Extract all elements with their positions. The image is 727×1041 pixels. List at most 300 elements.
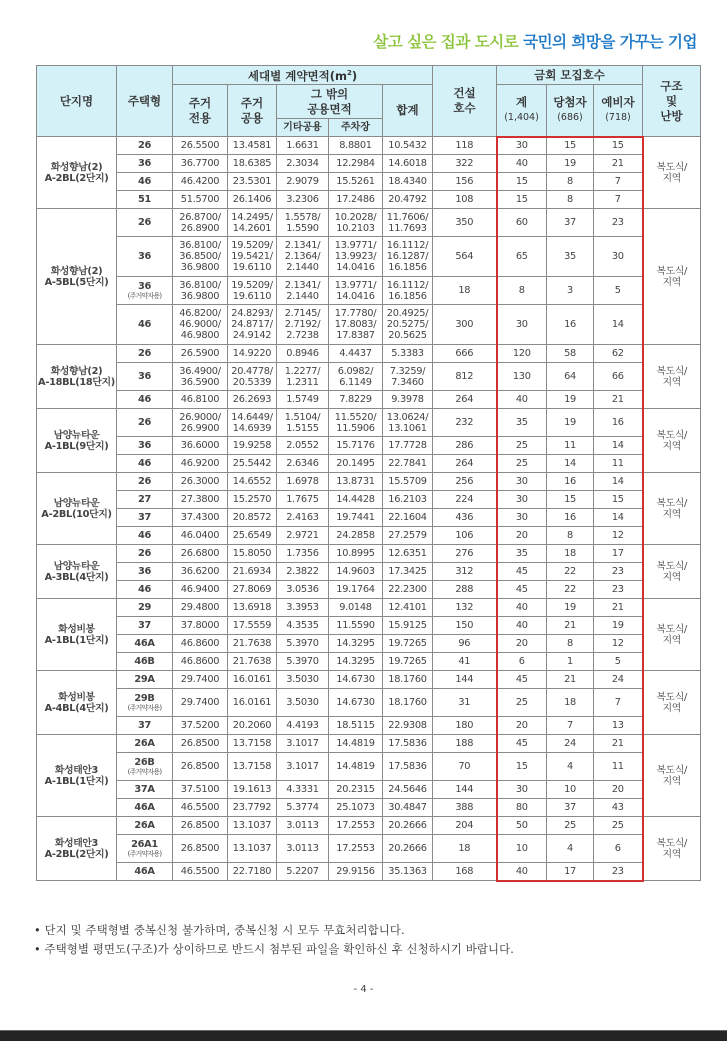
header-winner-label: 당첨자 [553, 95, 587, 110]
recruit-total: 30 [497, 781, 547, 799]
exclusive-area: 46.8200/ 46.9000/ 46.9800 [173, 305, 228, 345]
recruit-winner: 1 [547, 653, 594, 671]
recruit-reserve: 6 [594, 835, 643, 863]
table-row [37, 237, 701, 277]
housing-type [117, 363, 173, 391]
table-row [37, 563, 701, 581]
built-units: 156 [433, 173, 497, 191]
other-common-area: 1.5104/ 1.5155 [277, 409, 329, 437]
recruit-winner: 16 [547, 509, 594, 527]
recruit-winner: 4 [547, 753, 594, 781]
recruit-reserve: 15 [594, 491, 643, 509]
other-common-area: 1.2277/ 1.2311 [277, 363, 329, 391]
housing-type [117, 835, 173, 863]
header-area-group: 세대별 계약면적$(m^2)$ [173, 66, 433, 85]
shared-area: 14.9220 [228, 345, 277, 363]
header-winner-total: (686) [557, 112, 583, 124]
built-units: 436 [433, 509, 497, 527]
housing-type-label: 26A [134, 820, 155, 831]
recruit-total: 50 [497, 817, 547, 835]
recruit-winner: 8 [547, 173, 594, 191]
parking-area: 20.1495 [329, 455, 383, 473]
recruit-total: 25 [497, 689, 547, 717]
housing-type-label: 26 [137, 417, 152, 428]
housing-type-label: 46 [137, 394, 152, 405]
slogan-part1: 살고 싶은 집과 도시로 [373, 33, 519, 51]
recruit-total: 20 [497, 635, 547, 653]
table-row [37, 155, 701, 173]
housing-type-label: 46A [134, 638, 155, 649]
housing-type-label: 36 [137, 371, 152, 382]
exclusive-area: 46.8600 [173, 653, 228, 671]
total-area: 12.6351 [383, 545, 433, 563]
total-area: 20.2666 [383, 835, 433, 863]
recruit-total: 40 [497, 155, 547, 173]
exclusive-area: 26.8500 [173, 817, 228, 835]
housing-type-label: 29B [134, 692, 155, 704]
housing-type [117, 345, 173, 363]
other-common-area: 2.9079 [277, 173, 329, 191]
other-common-area: 1.5749 [277, 391, 329, 409]
housing-type [117, 817, 173, 835]
other-common-area: 4.3535 [277, 617, 329, 635]
recruit-winner: 19 [547, 391, 594, 409]
other-common-area: 0.8946 [277, 345, 329, 363]
parking-area: 11.5590 [329, 617, 383, 635]
recruit-reserve: 15 [594, 137, 643, 155]
recruit-total: 40 [497, 391, 547, 409]
header-sum-total: (1,404) [504, 112, 539, 124]
housing-type [117, 155, 173, 173]
table-row [37, 689, 701, 717]
exclusive-area: 26.3000 [173, 473, 228, 491]
recruit-reserve: 5 [594, 277, 643, 305]
other-common-area: 5.2207 [277, 863, 329, 881]
housing-type-label: 46 [137, 176, 152, 187]
structure-heating: 복도식/ 지역 [643, 137, 701, 209]
housing-type [117, 689, 173, 717]
total-area: 19.7265 [383, 653, 433, 671]
other-common-area: 2.3822 [277, 563, 329, 581]
housing-type-label: 27 [137, 494, 152, 505]
shared-area: 21.7638 [228, 653, 277, 671]
slogan [373, 30, 697, 52]
housing-type [117, 137, 173, 155]
table-row [37, 599, 701, 617]
exclusive-area: 36.8100/ 36.9800 [173, 277, 228, 305]
exclusive-area: 26.5900 [173, 345, 228, 363]
total-area: 20.4925/ 20.5275/ 20.5625 [383, 305, 433, 345]
exclusive-area: 46.0400 [173, 527, 228, 545]
shared-area: 13.1037 [228, 817, 277, 835]
table-row [37, 863, 701, 881]
parking-area: 15.5261 [329, 173, 383, 191]
housing-type-label: 46 [137, 530, 152, 541]
recruit-reserve: 43 [594, 799, 643, 817]
total-area: 17.3425 [383, 563, 433, 581]
complex-name: 화성향남(2) A-5BL(5단지) [37, 209, 117, 345]
recruit-reserve: 20 [594, 781, 643, 799]
housing-type-label: 26 [137, 140, 152, 151]
recruit-total: 60 [497, 209, 547, 237]
housing-type-label: 46A [134, 802, 155, 813]
housing-type [117, 527, 173, 545]
parking-area: 17.2553 [329, 835, 383, 863]
table-row [37, 735, 701, 753]
recruit-winner: 14 [547, 455, 594, 473]
shared-area: 14.2495/ 14.2601 [228, 209, 277, 237]
exclusive-area: 36.7700 [173, 155, 228, 173]
housing-type [117, 545, 173, 563]
other-common-area: 4.3331 [277, 781, 329, 799]
built-units: 300 [433, 305, 497, 345]
recruit-winner: 10 [547, 781, 594, 799]
recruit-total: 45 [497, 671, 547, 689]
shared-area: 16.0161 [228, 689, 277, 717]
complex-name: 남양뉴타운 A-2BL(10단지) [37, 473, 117, 545]
header-exclusive: 주거 전용 [173, 85, 228, 137]
notes [34, 921, 514, 959]
shared-area: 17.5559 [228, 617, 277, 635]
header-other-common: 기타공용 [277, 119, 329, 137]
recruit-reserve: 23 [594, 209, 643, 237]
housing-type [117, 509, 173, 527]
complex-name: 화성태안3 A-1BL(1단지) [37, 735, 117, 817]
other-common-area: 5.3774 [277, 799, 329, 817]
housing-type [117, 735, 173, 753]
shared-area: 24.8293/ 24.8717/ 24.9142 [228, 305, 277, 345]
housing-type-note: (주거약자용) [127, 291, 162, 300]
built-units: 70 [433, 753, 497, 781]
built-units: 564 [433, 237, 497, 277]
recruit-reserve: 21 [594, 599, 643, 617]
recruitment-table [36, 65, 701, 882]
recruit-total: 25 [497, 455, 547, 473]
other-common-area: 3.5030 [277, 671, 329, 689]
table-row [37, 305, 701, 345]
total-area: 17.7728 [383, 437, 433, 455]
shared-area: 23.7792 [228, 799, 277, 817]
recruit-total: 15 [497, 753, 547, 781]
recruit-reserve: 16 [594, 409, 643, 437]
slogan-part2: 국민의 희망을 가꾸는 기업 [523, 33, 697, 51]
exclusive-area: 36.8100/ 36.8500/ 36.9800 [173, 237, 228, 277]
other-common-area: 2.6346 [277, 455, 329, 473]
built-units: 108 [433, 191, 497, 209]
built-units: 224 [433, 491, 497, 509]
parking-area: 14.3295 [329, 635, 383, 653]
housing-type-note: (주거약자용) [127, 703, 162, 712]
housing-type-label: 36 [137, 566, 152, 577]
built-units: 188 [433, 735, 497, 753]
header-total: 합계 [383, 85, 433, 137]
housing-type-label: 36 [137, 158, 152, 169]
recruit-winner: 17 [547, 863, 594, 881]
built-units: 322 [433, 155, 497, 173]
housing-type-label: 26 [137, 548, 152, 559]
recruit-winner: 8 [547, 635, 594, 653]
note-1: • 단지 및 주택형별 중복신청 불가하며, 중복신청 시 모두 무효처리합니다. [34, 924, 405, 937]
shared-area: 14.6449/ 14.6939 [228, 409, 277, 437]
parking-area: 14.4819 [329, 735, 383, 753]
recruit-winner: 7 [547, 717, 594, 735]
built-units: 31 [433, 689, 497, 717]
shared-area: 20.2060 [228, 717, 277, 735]
shared-area: 22.7180 [228, 863, 277, 881]
table-row [37, 409, 701, 437]
shared-area: 23.5301 [228, 173, 277, 191]
header-sum [497, 85, 547, 137]
recruit-winner: 16 [547, 473, 594, 491]
other-common-area: 1.6631 [277, 137, 329, 155]
recruit-total: 30 [497, 473, 547, 491]
housing-type-label: 46 [137, 319, 152, 330]
other-common-area: 2.3034 [277, 155, 329, 173]
recruit-winner: 64 [547, 363, 594, 391]
built-units: 132 [433, 599, 497, 617]
recruit-winner: 16 [547, 305, 594, 345]
exclusive-area: 26.8500 [173, 835, 228, 863]
housing-type [117, 409, 173, 437]
housing-type-label: 46A [134, 866, 155, 877]
total-area: 22.1604 [383, 509, 433, 527]
recruit-winner: 3 [547, 277, 594, 305]
recruit-winner: 15 [547, 137, 594, 155]
complex-name: 화성비봉 A-4BL(4단지) [37, 671, 117, 735]
recruit-total: 40 [497, 617, 547, 635]
housing-type [117, 491, 173, 509]
recruit-winner: 37 [547, 799, 594, 817]
housing-type-label: 37 [137, 720, 152, 731]
recruit-winner: 19 [547, 599, 594, 617]
recruit-total: 10 [497, 835, 547, 863]
recruit-winner: 25 [547, 817, 594, 835]
other-common-area: 4.4193 [277, 717, 329, 735]
housing-type-label: 36 [137, 251, 152, 262]
complex-name: 화성태안3 A-2BL(2단지) [37, 817, 117, 881]
parking-area: 14.6730 [329, 689, 383, 717]
other-common-area: 2.7145/ 2.7192/ 2.7238 [277, 305, 329, 345]
other-common-area: 3.1017 [277, 753, 329, 781]
parking-area: 13.9771/ 14.0416 [329, 277, 383, 305]
built-units: 168 [433, 863, 497, 881]
built-units: 666 [433, 345, 497, 363]
exclusive-area: 37.8000 [173, 617, 228, 635]
built-units: 312 [433, 563, 497, 581]
table-row [37, 799, 701, 817]
other-common-area: 5.3970 [277, 653, 329, 671]
recruit-winner: 8 [547, 527, 594, 545]
other-common-area: 3.3953 [277, 599, 329, 617]
parking-area: 7.8229 [329, 391, 383, 409]
header-reserve [594, 85, 643, 137]
other-common-area: 2.4163 [277, 509, 329, 527]
housing-type-label: 46B [134, 656, 155, 667]
housing-type [117, 277, 173, 305]
total-area: 19.7265 [383, 635, 433, 653]
recruit-reserve: 13 [594, 717, 643, 735]
housing-type [117, 209, 173, 237]
housing-type-label: 51 [137, 194, 152, 205]
total-area: 35.1363 [383, 863, 433, 881]
housing-type [117, 581, 173, 599]
total-area: 20.4792 [383, 191, 433, 209]
recruit-total: 30 [497, 305, 547, 345]
shared-area: 19.9258 [228, 437, 277, 455]
exclusive-area: 29.7400 [173, 689, 228, 717]
structure-heating: 복도식/ 지역 [643, 545, 701, 599]
shared-area: 21.7638 [228, 635, 277, 653]
shared-area: 19.1613 [228, 781, 277, 799]
header-complex: 단지명 [37, 66, 117, 137]
other-common-area: 2.1341/ 2.1364/ 2.1440 [277, 237, 329, 277]
recruit-winner: 18 [547, 689, 594, 717]
housing-type-label: 26 [137, 476, 152, 487]
shared-area: 19.5209/ 19.5421/ 19.6110 [228, 237, 277, 277]
recruit-reserve: 23 [594, 863, 643, 881]
parking-area: 4.4437 [329, 345, 383, 363]
housing-type-label: 36 [137, 440, 152, 451]
exclusive-area: 46.5500 [173, 799, 228, 817]
recruit-winner: 21 [547, 671, 594, 689]
recruit-total: 30 [497, 509, 547, 527]
exclusive-area: 51.5700 [173, 191, 228, 209]
shared-area: 20.4778/ 20.5339 [228, 363, 277, 391]
exclusive-area: 36.6000 [173, 437, 228, 455]
other-common-area: 3.1017 [277, 735, 329, 753]
shared-area: 25.6549 [228, 527, 277, 545]
recruit-total: 15 [497, 173, 547, 191]
other-common-area: 3.2306 [277, 191, 329, 209]
complex-name: 화성비봉 A-1BL(1단지) [37, 599, 117, 671]
housing-type-label: 29 [137, 602, 152, 613]
total-area: 22.2300 [383, 581, 433, 599]
recruit-reserve: 19 [594, 617, 643, 635]
structure-heating: 복도식/ 지역 [643, 671, 701, 735]
table-row [37, 671, 701, 689]
complex-name: 화성향남(2) A-18BL(18단지) [37, 345, 117, 409]
exclusive-area: 37.4300 [173, 509, 228, 527]
parking-area: 15.7176 [329, 437, 383, 455]
recruit-total: 35 [497, 545, 547, 563]
recruit-reserve: 12 [594, 527, 643, 545]
total-area: 12.4101 [383, 599, 433, 617]
recruit-total: 15 [497, 191, 547, 209]
table-row [37, 191, 701, 209]
recruit-winner: 19 [547, 409, 594, 437]
parking-area: 10.8995 [329, 545, 383, 563]
housing-type [117, 799, 173, 817]
exclusive-area: 26.8500 [173, 753, 228, 781]
housing-type-note: (주거약자용) [127, 767, 162, 776]
built-units: 41 [433, 653, 497, 671]
shared-area: 13.6918 [228, 599, 277, 617]
shared-area: 21.6934 [228, 563, 277, 581]
shared-area: 19.5209/ 19.6110 [228, 277, 277, 305]
structure-heating: 복도식/ 지역 [643, 409, 701, 473]
built-units: 276 [433, 545, 497, 563]
recruit-winner: 8 [547, 191, 594, 209]
header-structure: 구조 및 난방 [643, 66, 701, 137]
header-winner [547, 85, 594, 137]
shared-area: 15.2570 [228, 491, 277, 509]
exclusive-area: 46.9200 [173, 455, 228, 473]
shared-area: 26.2693 [228, 391, 277, 409]
recruit-reserve: 7 [594, 191, 643, 209]
other-common-area: 3.5030 [277, 689, 329, 717]
structure-heating: 복도식/ 지역 [643, 473, 701, 545]
parking-area: 17.2553 [329, 817, 383, 835]
built-units: 18 [433, 277, 497, 305]
table-row [37, 455, 701, 473]
recruit-total: 120 [497, 345, 547, 363]
built-units: 150 [433, 617, 497, 635]
recruit-reserve: 23 [594, 563, 643, 581]
total-area: 27.2579 [383, 527, 433, 545]
parking-area: 25.1073 [329, 799, 383, 817]
shared-area: 20.8572 [228, 509, 277, 527]
recruit-reserve: 17 [594, 545, 643, 563]
housing-type-label: 46 [137, 458, 152, 469]
shared-area: 13.4581 [228, 137, 277, 155]
table-row [37, 391, 701, 409]
parking-area: 9.0148 [329, 599, 383, 617]
built-units: 288 [433, 581, 497, 599]
exclusive-area: 26.5500 [173, 137, 228, 155]
complex-name: 남양뉴타운 A-3BL(4단지) [37, 545, 117, 599]
recruit-reserve: 21 [594, 391, 643, 409]
parking-area: 19.7441 [329, 509, 383, 527]
recruit-reserve: 23 [594, 581, 643, 599]
other-common-area: 2.1341/ 2.1440 [277, 277, 329, 305]
housing-type [117, 191, 173, 209]
total-area: 22.9308 [383, 717, 433, 735]
recruit-reserve: 25 [594, 817, 643, 835]
table-row [37, 137, 701, 155]
other-common-area: 2.0552 [277, 437, 329, 455]
recruit-winner: 22 [547, 581, 594, 599]
recruit-winner: 19 [547, 155, 594, 173]
note-2: • 주택형별 평면도(구조)가 상이하므로 반드시 첨부된 파일을 확인하신 후 신청하시기 바랍니다. [34, 943, 515, 956]
total-area: 16.2103 [383, 491, 433, 509]
table-row [37, 277, 701, 305]
shared-area: 13.1037 [228, 835, 277, 863]
header-other-group: 그 밖의 공용면적 [277, 85, 383, 119]
table-row [37, 717, 701, 735]
recruit-winner: 35 [547, 237, 594, 277]
other-common-area: 3.0536 [277, 581, 329, 599]
housing-type [117, 781, 173, 799]
recruit-reserve: 11 [594, 753, 643, 781]
housing-type-label: 26A [134, 738, 155, 749]
other-common-area: 1.7356 [277, 545, 329, 563]
recruit-winner: 15 [547, 491, 594, 509]
header-recruit-group: 금회 모집호수 [497, 66, 643, 85]
table-row [37, 635, 701, 653]
parking-area: 18.5115 [329, 717, 383, 735]
table-row [37, 363, 701, 391]
housing-type [117, 563, 173, 581]
housing-type [117, 237, 173, 277]
total-area: 7.3259/ 7.3460 [383, 363, 433, 391]
total-area: 18.1760 [383, 689, 433, 717]
housing-type [117, 599, 173, 617]
recruit-reserve: 14 [594, 437, 643, 455]
total-area: 20.2666 [383, 817, 433, 835]
housing-type-label: 26 [137, 217, 152, 228]
shared-area: 26.1406 [228, 191, 277, 209]
recruit-total: 80 [497, 799, 547, 817]
